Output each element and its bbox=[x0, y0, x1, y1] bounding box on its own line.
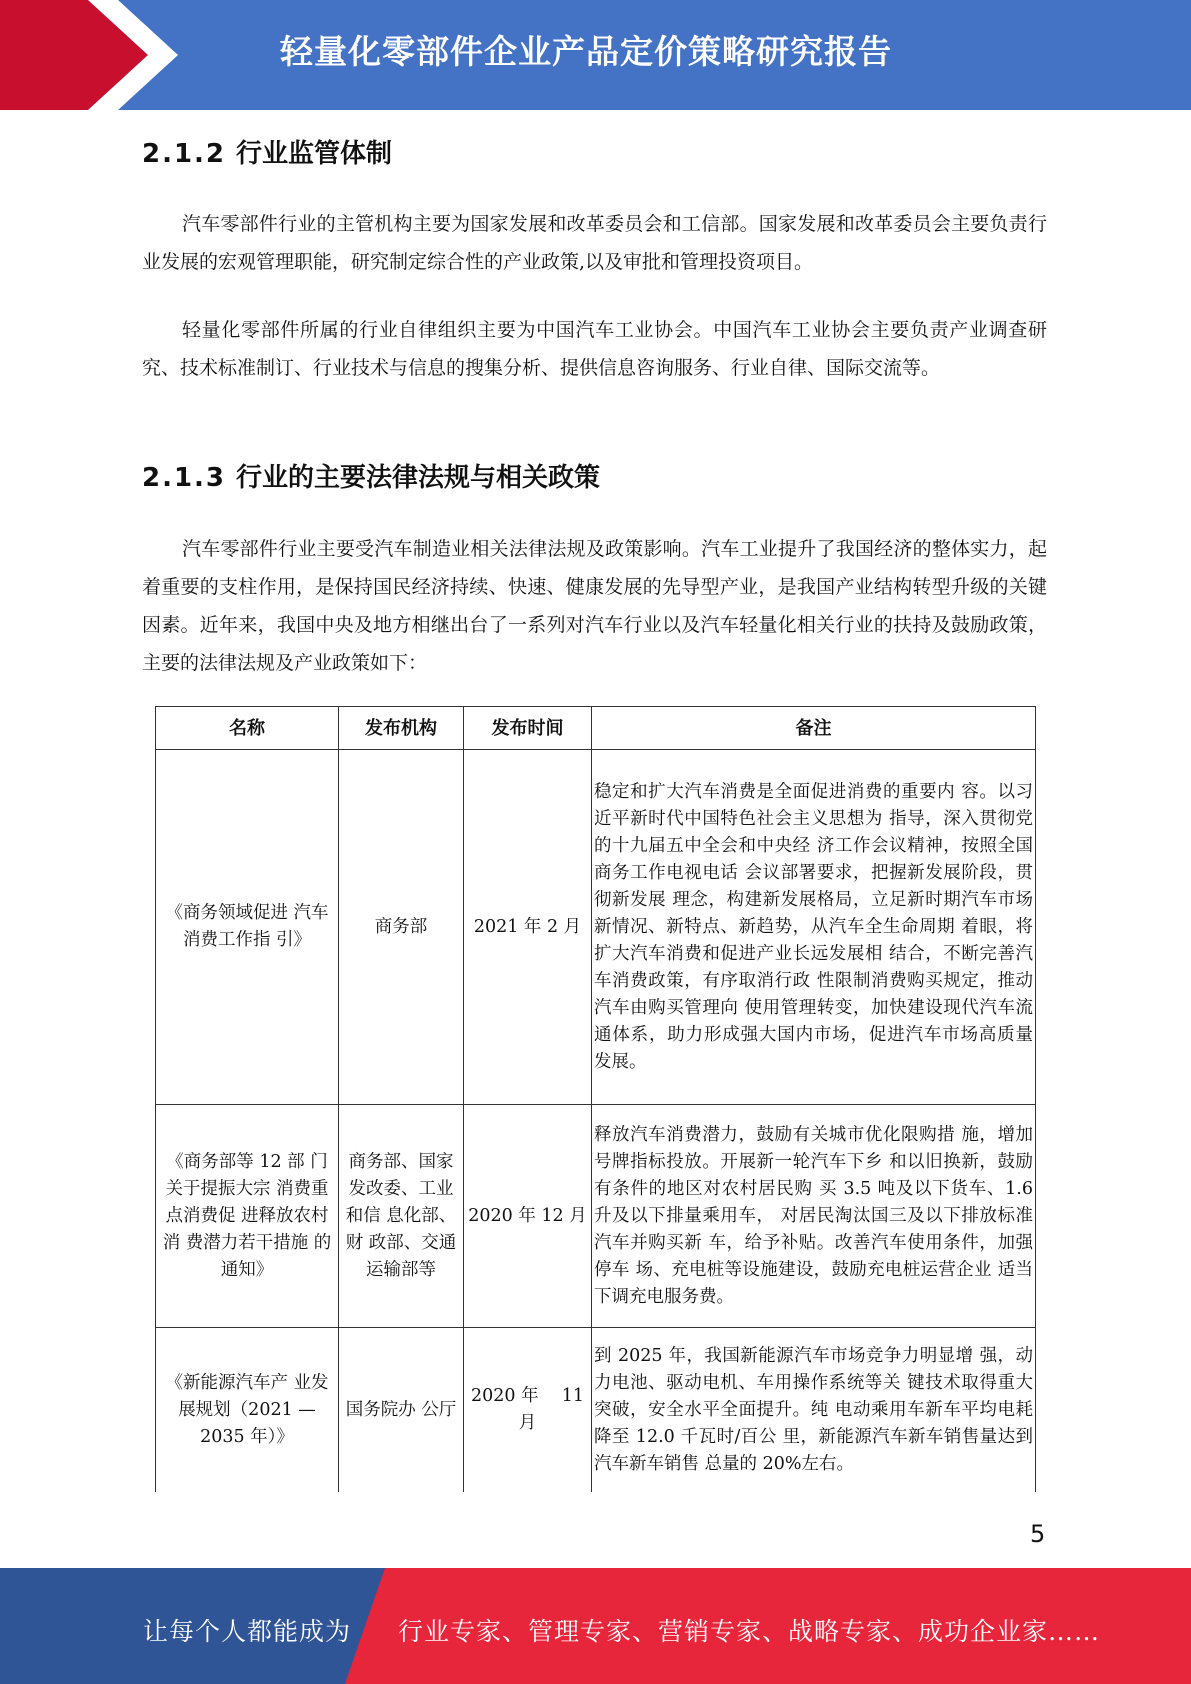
footer-slogan-left: 让每个人都能成为 bbox=[143, 1617, 352, 1646]
cell-name: 《新能源汽车产 业发展规划（2021 — 2035 年）》 bbox=[156, 1328, 339, 1493]
paragraph: 汽车零部件行业主要受汽车制造业相关法律法规及政策影响。汽车工业提升了我国经济的整体实力，起着重要的支柱作用，是保持国民经济持续、快速、健康发展的先导型产业，是我国产业结构转型升级的关键因素。近年来，我国中央及地方相继出台了一系列对汽车行业以及汽车轻量化相关行业的扶持及鼓励政策，主要的法律法规及产业政策如下： bbox=[142, 538, 1047, 674]
section-heading-2-1-2 bbox=[142, 133, 392, 170]
cell-issuer: 商务部、国家发改委、工业和信 息化部、财 政部、交通运输部等 bbox=[339, 1105, 464, 1328]
cell-issuer: 国务院办 公厅 bbox=[339, 1328, 464, 1493]
cell-remark: 稳定和扩大汽车消费是全面促进消费的重要内 容。以习近平新时代中国特色社会主义思想为 指导，深入贯彻党的十九届五中全会和中央经 济工作会议精神，按照全国商务工作电视电话 会议部署要求，把握新发展阶段，贯彻新发展 理念，构建新发展格局，立足新时期汽车市场 新情况、新特点、新趋势，从汽车全生命周期 着眼，将扩大汽车消费和促进产业长远发展相 结合，不断完善汽车消费政策，有序取消行政 性限制消费购买规定，推动汽车由购买管理向 使用管理转变，加快建设现代汽车流通体系，助力形成强大国内市场，促进汽车市场高质量 发展。 bbox=[592, 750, 1036, 1105]
paragraph: 轻量化零部件所属的行业自律组织主要为中国汽车工业协会。中国汽车工业协会主要负责产业调查研究、技术标准制订、行业技术与信息的搜集分析、提供信息咨询服务、行业自律、国际交流等。 bbox=[142, 319, 1047, 379]
footer-slogan-right: 行业专家、管理专家、营销专家、战略专家、成功企业家…… bbox=[398, 1617, 1101, 1646]
column-header-issuer: 发布机构 bbox=[339, 707, 464, 750]
table-header-row bbox=[156, 707, 1036, 750]
report-title: 轻量化零部件企业产品定价策略研究报告 bbox=[280, 32, 892, 71]
section-title: 行业监管体制 bbox=[236, 139, 393, 169]
cell-name: 《商务领域促进 汽车消费工作指 引》 bbox=[156, 750, 339, 1105]
table-row bbox=[156, 750, 1036, 1105]
table-row bbox=[156, 1105, 1036, 1328]
column-header-name: 名称 bbox=[156, 707, 339, 750]
column-header-remark: 备注 bbox=[592, 707, 1036, 750]
paragraph: 汽车零部件行业的主管机构主要为国家发展和改革委员会和工信部。国家发展和改革委员会主要负责行业发展的宏观管理职能，研究制定综合性的产业政策,以及审批和管理投资项目。 bbox=[142, 213, 1047, 273]
section-number: 2.1.2 bbox=[142, 139, 227, 169]
cell-issuer: 商务部 bbox=[339, 750, 464, 1105]
column-header-date: 发布时间 bbox=[464, 707, 592, 750]
cell-date: 2020 年 12 月 bbox=[464, 1105, 592, 1328]
cell-date: 2020 年 11 月 bbox=[464, 1328, 592, 1493]
policy-table bbox=[155, 706, 1036, 1492]
cell-remark: 释放汽车消费潜力，鼓励有关城市优化限购措 施，增加号牌指标投放。开展新一轮汽车下乡 和以旧换新，鼓励有条件的地区对农村居民购 买 3.5 吨及以下货车、1.6 升及以下排量乘用车， 对居民淘汰国三及以下排放标准汽车并购买新 车，给予补贴。改善汽车使用条件，加强停车 场、充电桩等设施建设，鼓励充电桩运营企业 适当下调充电服务费。 bbox=[592, 1105, 1036, 1328]
cell-remark: 到 2025 年，我国新能源汽车市场竞争力明显增 强，动力电池、驱动电机、车用操作系统等关 键技术取得重大突破，安全水平全面提升。纯 电动乘用车新车平均电耗降至 12.0 千瓦时/百公 里，新能源汽车新车销售量达到汽车新车销售 总量的 20%左右。 bbox=[592, 1328, 1036, 1493]
page-number: 5 bbox=[1030, 1520, 1046, 1548]
section-heading-2-1-3 bbox=[142, 457, 600, 494]
cell-date: 2021 年 2 月 bbox=[464, 750, 592, 1105]
section-number: 2.1.3 bbox=[142, 463, 227, 493]
cell-name: 《商务部等 12 部 门关于提振大宗 消费重点消费促 进释放农村消 费潜力若干措施 的通知》 bbox=[156, 1105, 339, 1328]
header-banner bbox=[0, 0, 1191, 110]
section-title: 行业的主要法律法规与相关政策 bbox=[236, 463, 601, 493]
footer-banner bbox=[0, 1568, 1191, 1684]
table-row bbox=[156, 1328, 1036, 1493]
